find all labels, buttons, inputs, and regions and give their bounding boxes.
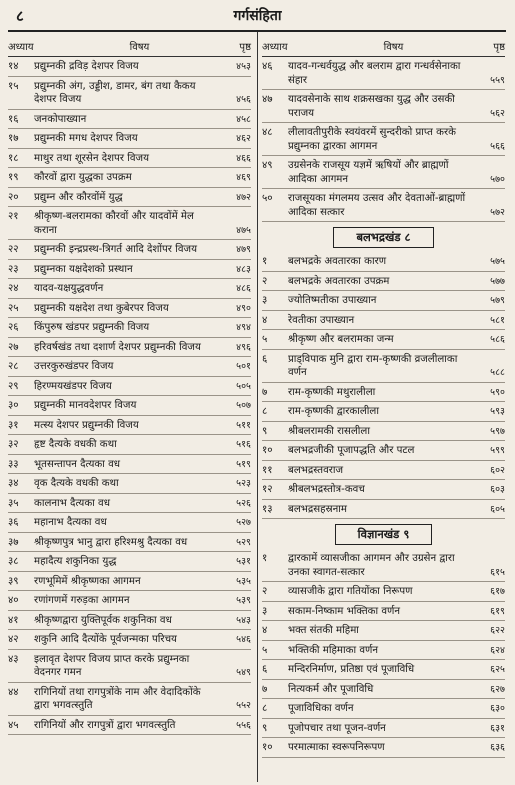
- chapter-number: ३५: [8, 497, 19, 509]
- chapter-number: १८: [8, 152, 19, 164]
- chapter-number: २९: [8, 380, 19, 392]
- page-ref: ४६९: [236, 172, 251, 183]
- chapter-number: ४२: [8, 634, 19, 645]
- chapter-number: २१: [8, 211, 19, 222]
- toc-entry: [262, 500, 505, 520]
- chapter-number: ४९: [262, 160, 273, 171]
- page-ref: ५०५: [236, 380, 251, 392]
- chapter-number: ९: [262, 425, 268, 437]
- col-vishay: विषय: [129, 42, 150, 53]
- chapter-title: बलभद्रके अवतारका उपक्रम: [288, 275, 390, 287]
- toc-entry: [262, 621, 505, 641]
- toc-entry: [8, 533, 251, 553]
- toc-entry: [8, 611, 251, 631]
- chapter-title: जनकोपाख्यान: [34, 113, 87, 125]
- chapter-number: ३८: [8, 556, 19, 567]
- toc-entry: [8, 416, 251, 436]
- toc-entry: [8, 683, 251, 716]
- section-title: बलभद्रखंड ८: [333, 227, 433, 248]
- page-ref: ५०१: [236, 361, 251, 372]
- chapter-number: ६: [262, 353, 268, 365]
- chapter-number: ७: [262, 683, 268, 695]
- chapter-number: १४: [8, 61, 19, 72]
- page-ref: ५४६: [236, 634, 251, 645]
- page-ref: ६२७: [490, 683, 505, 695]
- toc-entry: [8, 318, 251, 338]
- page-ref: ५११: [236, 419, 251, 431]
- chapter-title: बलभद्रस्तवराज: [288, 464, 344, 476]
- column-divider: [257, 32, 258, 782]
- chapter-number: ४८: [262, 127, 273, 138]
- chapter-number: ५: [262, 644, 268, 656]
- chapter-title: शकुनि आदि दैत्योंके पूर्वजन्मका परिचय: [34, 634, 177, 645]
- chapter-title: माथुर तथा शूरसेन देशपर विजय: [34, 152, 150, 164]
- chapter-title: श्रीकृष्ण-बलरामका कौरवों और यादवोंमें मेल कराना: [34, 211, 194, 236]
- page-ref: ६२५: [490, 664, 505, 675]
- page-ref: ४९०: [236, 302, 251, 314]
- chapter-title: हिरण्मयखंडपर विजय: [34, 380, 112, 392]
- toc-entry: [8, 357, 251, 377]
- chapter-number: ३३: [8, 458, 19, 470]
- chapter-number: २८: [8, 361, 19, 372]
- chapter-title: प्रद्युम्नका यक्षदेशको प्रस्थान: [34, 263, 133, 275]
- chapter-number: ६: [262, 664, 268, 675]
- toc-entry: [262, 660, 505, 680]
- page-ref: ५५६: [236, 719, 251, 731]
- toc-entry: [262, 330, 505, 350]
- page-ref: ५९७: [490, 425, 505, 437]
- page-ref: ५७७: [490, 275, 505, 287]
- chapter-number: २: [262, 275, 268, 287]
- section-heading-vigyan: [262, 523, 505, 545]
- chapter-title: किंपुरुष खंडपर प्रद्युम्नकी विजय: [34, 322, 150, 333]
- toc-entry: [8, 650, 251, 683]
- chapter-title: भक्त संतकी महिमा: [288, 625, 359, 636]
- page-ref: ५९९: [490, 445, 505, 456]
- page-ref: ६१५: [490, 566, 505, 578]
- toc-entry: [8, 396, 251, 416]
- chapter-title: प्रद्युम्नकी द्रविड़ देशपर विजय: [34, 61, 139, 72]
- right-column: [262, 36, 505, 758]
- chapter-number: २४: [8, 283, 19, 294]
- page-ref: ४९४: [236, 322, 251, 333]
- chapter-title: श्रीकृष्ण और बलरामका जन्म: [288, 334, 394, 345]
- toc-entry: [8, 260, 251, 280]
- toc-entry: [8, 129, 251, 149]
- chapter-number: ३०: [8, 400, 19, 411]
- chapter-title: नित्यकर्म और पूजाविधि: [288, 683, 374, 695]
- toc-entry: [262, 441, 505, 461]
- chapter-number: १२: [262, 484, 273, 495]
- chapter-title: रेवतीका उपाख्यान: [288, 314, 355, 326]
- chapter-title: रागिनियों तथा रागपुत्रोंके नाम और वेदादिकोंके द्वारा भगवत्स्तुति: [34, 686, 201, 711]
- chapter-title: रणभूमिमें श्रीकृष्णका आगमन: [34, 575, 141, 587]
- chapter-title: हृष्ट दैत्यके वधकी कथा: [34, 439, 117, 450]
- chapter-title: बलभद्रसहस्रनाम: [288, 503, 347, 515]
- page-ref: ४५८: [236, 113, 251, 125]
- page-ref: ६१७: [490, 586, 505, 597]
- toc-entry: [8, 110, 251, 130]
- toc-entry: [8, 494, 251, 514]
- chapter-title: ज्योतिष्मतीका उपाख्यान: [288, 295, 377, 306]
- page-ref: ४९६: [236, 341, 251, 353]
- chapter-number: २७: [8, 341, 19, 353]
- chapter-number: ४४: [8, 686, 19, 698]
- chapter-title: पूजाविधिका वर्णन: [288, 703, 354, 714]
- toc-entry: [8, 513, 251, 533]
- page-ref: ५२९: [236, 536, 251, 548]
- col-vishay: विषय: [383, 42, 404, 53]
- chapter-title: बलभद्रजीकी पूजापद्धति और पटल: [288, 445, 415, 456]
- page-ref: ५३५: [236, 575, 251, 587]
- chapter-number: ११: [262, 464, 273, 476]
- page-ref: ५९०: [490, 386, 505, 398]
- chapter-number: ९: [262, 722, 268, 734]
- chapter-number: १७: [8, 133, 19, 144]
- chapter-number: ३२: [8, 439, 19, 450]
- page-ref: ४६२: [236, 133, 251, 144]
- toc-entry: [262, 680, 505, 700]
- page-ref: ५६६: [490, 140, 505, 152]
- chapter-title: प्रद्युम्नकी अंग, उड्डीश, डामर, बंग तथा कैकय देशपर विजय: [34, 80, 196, 105]
- page-ref: ५२६: [236, 497, 251, 509]
- toc-entry: [8, 299, 251, 319]
- page-ref: ४८३: [236, 263, 251, 275]
- toc-entry: [262, 582, 505, 602]
- col-prishth: पृष्ठ: [493, 42, 505, 53]
- chapter-number: १: [262, 256, 268, 267]
- toc-entry: [262, 699, 505, 719]
- toc-entry: [8, 207, 251, 240]
- toc-entry: [8, 435, 251, 455]
- page-ref: ४७२: [236, 191, 251, 203]
- toc-entry: [262, 57, 505, 90]
- column-header: [8, 36, 251, 57]
- chapter-title: श्रीबलरामकी रासलीला: [288, 425, 370, 437]
- page-ref: ५३९: [236, 595, 251, 606]
- page-ref: ५५९: [490, 74, 505, 86]
- toc-entry: [262, 461, 505, 481]
- chapter-number: ४१: [8, 614, 19, 626]
- toc-entry: [262, 480, 505, 500]
- chapter-title: राजसूयका मंगलमय उत्सव और देवताओं-ब्राह्मणों आदिका सत्कार: [288, 193, 466, 218]
- toc-entry: [8, 168, 251, 188]
- chapter-number: ३४: [8, 478, 19, 489]
- chapter-title: हरिवर्षखंड तथा दशार्ण देशपर प्रद्युम्नकी विजय: [34, 341, 201, 353]
- chapter-title: श्रीकृष्णपुत्र भानु द्वारा हरिश्मश्रु दैत्यका वध: [34, 536, 188, 548]
- page-ref: ५७५: [490, 256, 505, 267]
- page-header: [0, 6, 515, 28]
- right-toc-list-c: [262, 549, 505, 758]
- toc-entry: [8, 552, 251, 572]
- chapter-title: यादव-गन्धर्वयुद्ध और बलराम द्वारा गन्धर्वसेनाका संहार: [288, 61, 461, 86]
- page-ref: ५०७: [236, 400, 251, 411]
- chapter-number: ३: [262, 605, 268, 617]
- chapter-title: मत्स्य देशपर प्रद्युम्नकी विजय: [34, 419, 139, 431]
- toc-entry: [8, 338, 251, 358]
- toc-entry: [8, 240, 251, 260]
- toc-entry: [262, 252, 505, 272]
- chapter-title: कालनाभ दैत्यका वध: [34, 497, 110, 509]
- page-ref: ६०३: [490, 484, 505, 495]
- page-ref: ४५३: [236, 61, 251, 72]
- page-ref: ५१६: [236, 439, 251, 450]
- page-ref: ५८८: [490, 367, 505, 378]
- chapter-number: ४५: [8, 719, 19, 731]
- chapter-title: रणांगणमें गरुड़का आगमन: [34, 595, 130, 606]
- chapter-title: प्रद्युम्नकी मानवदेशपर विजय: [34, 400, 137, 411]
- page-number: ८: [16, 7, 24, 25]
- chapter-title: बलभद्रके अवतारका कारण: [288, 256, 387, 267]
- right-toc-list-b: [262, 252, 505, 519]
- page-ref: ५७२: [490, 206, 505, 218]
- page-ref: ५८६: [490, 334, 505, 345]
- toc-entry: [262, 291, 505, 311]
- chapter-number: २५: [8, 302, 19, 314]
- chapter-number: ५: [262, 334, 268, 345]
- page-ref: ४८६: [236, 283, 251, 294]
- page-ref: ६०५: [490, 503, 505, 515]
- chapter-title: श्रीबलभद्रस्तोत्र-कवच: [288, 484, 365, 495]
- page-ref: ६२४: [490, 644, 505, 656]
- toc-entry: [8, 716, 251, 736]
- toc-entry: [8, 591, 251, 611]
- page-ref: ४५६: [236, 94, 251, 105]
- chapter-number: ४: [262, 625, 268, 636]
- toc-entry: [8, 188, 251, 208]
- chapter-title: भक्तिकी महिमाका वर्णन: [288, 644, 379, 656]
- chapter-title: इलावृत देशपर विजय प्राप्त करके प्रद्युम्नका वेदनगर गमन: [34, 653, 190, 678]
- toc-entry: [8, 630, 251, 650]
- page-ref: ५८१: [490, 314, 505, 326]
- chapter-number: १०: [262, 742, 273, 753]
- chapter-number: ४७: [262, 94, 273, 105]
- toc-entry: [8, 377, 251, 397]
- chapter-number: ३: [262, 295, 268, 306]
- chapter-number: ३१: [8, 419, 19, 431]
- chapter-number: २६: [8, 322, 19, 333]
- toc-entry: [262, 311, 505, 331]
- chapter-title: पूजोपचार तथा पूजन-वर्णन: [288, 722, 386, 734]
- page-ref: ६१९: [490, 605, 505, 617]
- chapter-title: राम-कृष्णकी मथुरालीला: [288, 386, 376, 398]
- toc-entry: [262, 383, 505, 403]
- toc-entry: [262, 549, 505, 582]
- chapter-title: महानाभ दैत्यका वध: [34, 517, 107, 528]
- chapter-title: उत्तरकुरुखंडपर विजय: [34, 361, 114, 372]
- toc-entry: [262, 738, 505, 758]
- left-column: [8, 36, 251, 735]
- toc-entry: [262, 90, 505, 123]
- toc-entry: [8, 474, 251, 494]
- page-ref: ५७९: [490, 295, 505, 306]
- section-title: विज्ञानखंड ९: [335, 524, 433, 545]
- chapter-number: १: [262, 553, 268, 564]
- chapter-title: रागिनियों और रागपुत्रों द्वारा भगवत्स्तुति: [34, 719, 176, 731]
- page-ref: ६०२: [490, 464, 505, 476]
- page-ref: ४७९: [236, 244, 251, 255]
- chapter-number: ५०: [262, 193, 273, 204]
- chapter-number: २२: [8, 244, 19, 255]
- toc-entry: [262, 123, 505, 156]
- toc-entry: [262, 189, 505, 222]
- chapter-number: ३९: [8, 575, 19, 587]
- page-ref: ५२७: [236, 517, 251, 528]
- toc-entry: [262, 402, 505, 422]
- col-adhyay: अध्याय: [262, 42, 288, 53]
- page-ref: ५४९: [236, 667, 251, 678]
- chapter-title: व्यासजीके द्वारा गतियोंका निरूपण: [288, 586, 413, 597]
- chapter-title: राम-कृष्णकी द्वारकालीला: [288, 406, 379, 417]
- toc-entry: [262, 272, 505, 292]
- chapter-number: १०: [262, 445, 273, 456]
- page-ref: ६३६: [490, 742, 505, 753]
- col-prishth: पृष्ठ: [239, 42, 251, 53]
- chapter-title: मन्दिरनिर्माण, प्रतिष्ठा एवं पूजाविधि: [288, 664, 415, 675]
- chapter-number: २०: [8, 191, 19, 203]
- chapter-number: ४६: [262, 61, 273, 72]
- toc-entry: [262, 719, 505, 739]
- toc-entry: [262, 602, 505, 622]
- right-toc-list-a: [262, 57, 505, 222]
- chapter-title: प्राड्विपाक मुनि द्वारा राम-कृष्णकी व्रजलीलाका वर्णन: [288, 353, 458, 378]
- chapter-number: १५: [8, 80, 19, 92]
- page-ref: ५३१: [236, 556, 251, 567]
- chapter-number: ३६: [8, 517, 19, 528]
- page-ref: ६२२: [490, 625, 505, 636]
- chapter-number: ४३: [8, 653, 19, 665]
- page-ref: ५५२: [236, 700, 251, 711]
- chapter-title: परमात्माका स्वरूपनिरूपण: [288, 742, 385, 753]
- chapter-number: १३: [262, 503, 273, 515]
- section-heading-balbhadra: [262, 226, 505, 248]
- chapter-number: ८: [262, 703, 268, 714]
- chapter-title: वृक दैत्यके वधकी कथा: [34, 478, 119, 489]
- chapter-title: प्रद्युम्नकी मगध देशपर विजय: [34, 133, 138, 144]
- col-adhyay: अध्याय: [8, 42, 34, 53]
- chapter-title: महादैत्य शकुनिका युद्ध: [34, 556, 117, 567]
- chapter-title: सकाम-निष्काम भक्तिका वर्णन: [288, 605, 401, 617]
- chapter-number: २: [262, 586, 268, 597]
- chapter-title: भूतसन्तापन दैत्यका वध: [34, 458, 121, 470]
- toc-entry: [262, 350, 505, 383]
- chapter-title: उग्रसेनके राजसूय यज्ञमें ऋषियों और ब्राह्मणों आदिका आगमन: [288, 160, 449, 185]
- chapter-title: प्रद्युम्नकी इन्द्रप्रस्थ-त्रिगर्त आदि देशोंपर विजय: [34, 244, 197, 255]
- page-ref: ५४३: [236, 614, 251, 626]
- chapter-title: प्रद्युम्नकी यक्षदेश तथा कुबेरपर विजय: [34, 302, 169, 314]
- chapter-title: कौरवों द्वारा युद्धका उपक्रम: [34, 172, 132, 183]
- chapter-title: श्रीकृष्णद्वारा युक्तिपूर्वक शकुनिका वध: [34, 614, 172, 626]
- toc-entry: [8, 572, 251, 592]
- chapter-number: ७: [262, 386, 268, 398]
- page-ref: ५१९: [236, 458, 251, 470]
- chapter-number: ८: [262, 406, 268, 417]
- page-ref: ५६२: [490, 107, 505, 119]
- toc-entry: [8, 149, 251, 169]
- chapter-number: ४: [262, 314, 268, 326]
- page-ref: ५७०: [490, 173, 505, 185]
- toc-entry: [8, 455, 251, 475]
- left-toc-list: [8, 57, 251, 735]
- toc-entry: [8, 279, 251, 299]
- page-ref: ६३०: [490, 703, 505, 714]
- toc-entry: [8, 57, 251, 77]
- toc-entry: [8, 77, 251, 110]
- chapter-number: २३: [8, 263, 19, 275]
- page-ref: ४६६: [236, 152, 251, 164]
- chapter-number: ४०: [8, 595, 19, 606]
- chapter-number: ३७: [8, 536, 19, 548]
- page-ref: ४७५: [236, 224, 251, 236]
- page-ref: ६३१: [490, 722, 505, 734]
- toc-entry: [262, 422, 505, 442]
- chapter-number: १९: [8, 172, 19, 183]
- chapter-number: १६: [8, 113, 19, 125]
- page-ref: ५२३: [236, 478, 251, 489]
- toc-entry: [262, 641, 505, 661]
- book-title: गर्गसंहिता: [233, 8, 282, 24]
- page-ref: ५९३: [490, 406, 505, 417]
- chapter-title: द्वारकामें व्यासजीका आगमन और उग्रसेन द्वारा उनका स्वागत-सत्कार: [288, 553, 455, 578]
- chapter-title: लीलावतीपुरीके स्वयंवरमें सुन्दरीको प्राप्त करके प्रद्युम्नका द्वारका आगमन: [288, 127, 456, 152]
- column-header: [262, 36, 505, 57]
- chapter-title: प्रद्युम्न और कौरवोंमें युद्ध: [34, 191, 123, 203]
- chapter-title: यादव-यक्षयुद्धवर्णन: [34, 283, 104, 294]
- chapter-title: यादवसेनाके साथ शक्रसखका युद्ध और उसकी पराजय: [288, 94, 455, 119]
- toc-entry: [262, 156, 505, 189]
